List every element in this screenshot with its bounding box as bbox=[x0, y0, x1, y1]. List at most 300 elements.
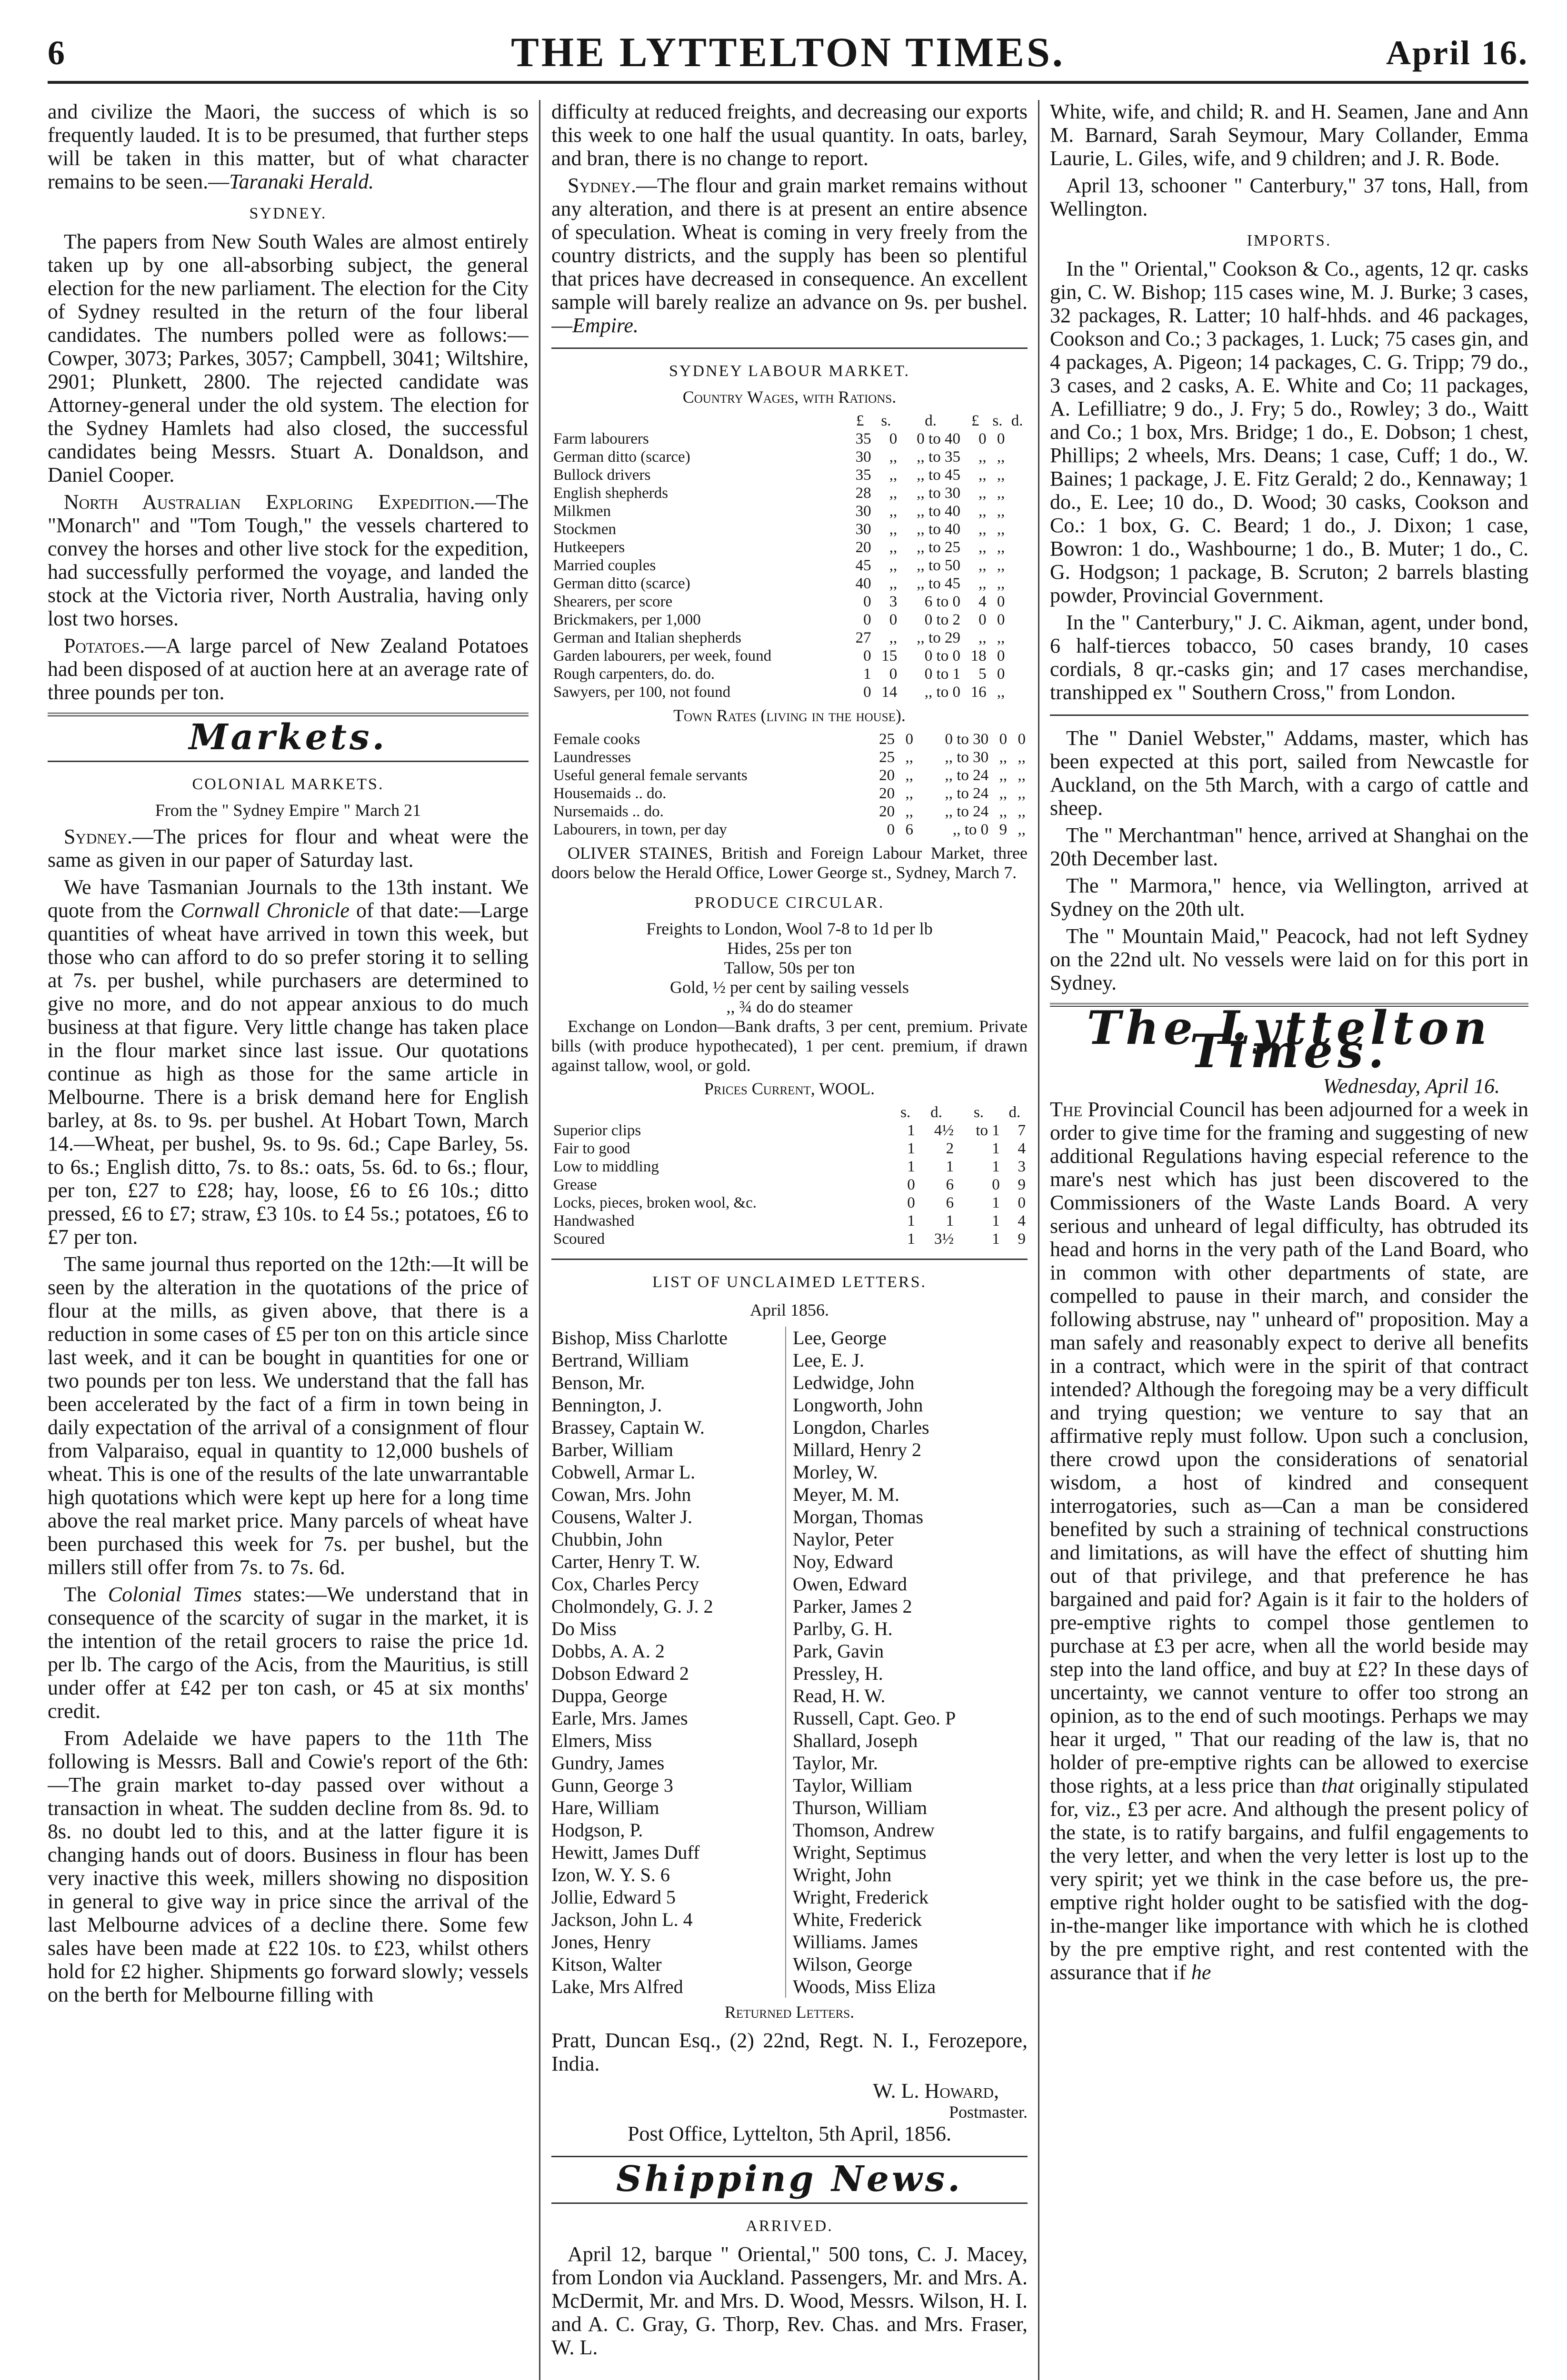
table-cell: 1 bbox=[907, 1212, 915, 1230]
table-cell: ,, bbox=[978, 629, 987, 646]
table-cell: 0 to 40 bbox=[917, 430, 960, 447]
advertisement: OLIVER STAINES, British and Foreign Labour Market, three doors below the Herald Office, Lower George st., Sydney, March 7. bbox=[551, 843, 1028, 882]
letter-name: Lee, George bbox=[793, 1327, 887, 1349]
row-label: Sawyers, per 100, not found bbox=[553, 684, 731, 701]
column-header: s. bbox=[900, 1104, 911, 1121]
section-title-shipping: Shipping News. bbox=[616, 2159, 963, 2200]
letter-name: Jackson, John L. 4 bbox=[551, 1908, 786, 1931]
column-3 bbox=[1050, 100, 1528, 2380]
column-header: s. bbox=[973, 1104, 984, 1121]
produce-line: Gold, ½ per cent by sailing vessels bbox=[670, 978, 909, 997]
article-paragraph: From Adelaide we have papers to the 11th The following is Messrs. Ball and Cowie's report of the 6th:—The grain market to-day passed over without a transaction in wheat. The sudden decline from 8s. 9d. to 8s. no doubt led to this, and at the latter figure it is changing hands out of doors. Business in flour has been very inactive this week, millers showing no disposition in general to give way in price since the arrival of the last Melbourne advices of a decline there. Some few sales have been made at £22 10s. to £23, whilst others hold for £2 higher. Shipments go forward slowly; vessels on the berth for Melbourne filling with bbox=[48, 1726, 529, 2006]
table-header-row bbox=[551, 1103, 1028, 1121]
table-cell: 20 bbox=[855, 539, 871, 556]
table-header-row bbox=[551, 412, 1028, 430]
table-row bbox=[551, 766, 1028, 784]
article-paragraph: The Colonial Times states:—We understand that in consequence of the scarcity of sugar in the market, it is the intention of the retail grocers to raise the price 1d. per lb. The cargo of the Acis, from the Mauritius, is still under offer at £42 per ton cash, or 45 at six months' credit. bbox=[48, 1583, 529, 1723]
table-cell: ,, bbox=[997, 629, 1005, 646]
issue-date: April 16. bbox=[1386, 34, 1528, 72]
table-cell: 14 bbox=[881, 684, 898, 701]
letter-name: Taylor, William bbox=[793, 1775, 912, 1796]
produce-line: ,, ¾ do do steamer bbox=[726, 997, 853, 1016]
table-cell: 1 bbox=[992, 1158, 1000, 1175]
table-cell: ,, to 0 bbox=[924, 684, 960, 701]
column-2 bbox=[551, 100, 1028, 2380]
row-label: German and Italian shepherds bbox=[553, 629, 741, 646]
table-cell: ,, bbox=[1018, 749, 1026, 766]
table-cell: ,, bbox=[905, 767, 913, 784]
table-row bbox=[551, 538, 1028, 556]
table-cell: 30 bbox=[855, 503, 871, 520]
table-cell: ,, to 24 bbox=[945, 803, 989, 820]
table-cell: 5 bbox=[978, 665, 987, 683]
table-cell: 1 bbox=[946, 1158, 954, 1175]
table-cell: ,, to 24 bbox=[945, 767, 989, 784]
table-cell: ,, bbox=[999, 803, 1008, 820]
table-cell: ,, to 0 bbox=[953, 821, 989, 838]
editorial-masthead: The Lyttelton Times. bbox=[1087, 1001, 1492, 1078]
table-row bbox=[551, 821, 1028, 839]
letter-name: Hare, William bbox=[551, 1796, 786, 1819]
letter-name: Brassey, Captain W. bbox=[551, 1416, 786, 1438]
letter-name: Morgan, Thomas bbox=[793, 1506, 924, 1527]
letter-name: Taylor, Mr. bbox=[793, 1752, 878, 1774]
row-label: Laundresses bbox=[553, 749, 631, 766]
divider bbox=[551, 2202, 1028, 2204]
table-cell: ,, bbox=[1018, 821, 1026, 838]
table-cell: ,, bbox=[997, 448, 1005, 466]
table-cell: ,, to 30 bbox=[917, 485, 960, 502]
letter-name: Parlby, G. H. bbox=[793, 1618, 893, 1639]
divider bbox=[48, 761, 529, 762]
table-row bbox=[551, 665, 1028, 683]
letter-name: Hewitt, James Duff bbox=[551, 1841, 786, 1864]
table-cell: ,, bbox=[999, 749, 1008, 766]
divider bbox=[1050, 714, 1528, 716]
table-cell: ,, bbox=[997, 485, 1005, 502]
article-paragraph: The same journal thus reported on the 12th:—It will be seen by the alteration in the quotations of the price of flour at the mills, as given above, that there is a reduction in some cases of £5 per ton on this article since last week, and it can be bought in quantities for one or two pounds per ton less. We understand that the fall has been accelerated by the fact of a firm in town being in daily expectation of the arrival of a consignment of flour from Valparaiso, equal in quantity to 12,000 bushels of wheat. This is one of the results of the late unwarrantable high quotations which were kept up here for a long time above the real market price. Many parcels of wheat have been purchased this week for 7s. per bushel, but the millers still offer from 7s. to 7s. 6d. bbox=[48, 1252, 529, 1579]
article-paragraph: The " Merchantman" hence, arrived at Shanghai on the 20th December last. bbox=[1050, 823, 1528, 870]
table-row bbox=[551, 1212, 1028, 1230]
section-subheading: From the " Sydney Empire " March 21 bbox=[155, 801, 421, 820]
table-row bbox=[551, 629, 1028, 647]
table-cell: ,, bbox=[997, 521, 1005, 538]
table-row bbox=[551, 466, 1028, 484]
table-cell: ,, to 50 bbox=[917, 557, 960, 574]
column-header: £ bbox=[971, 412, 979, 429]
table-cell: 0 bbox=[863, 684, 871, 701]
article-paragraph: April 12, barque " Oriental," 500 tons, C. J. Macey, from London via Auckland. Passengers, Mr. and Mrs. A. McDermit, Mr. and Mrs. D. Wood, Messrs. Wilson, H. I. and A. C. Gray, G. Thorp, Rev. Chas. and Mrs. Fraser, W. L. bbox=[551, 2242, 1028, 2359]
article-paragraph: and civilize the Maori, the success of which is so frequently lauded. It is to be presumed, that further steps will be taken in this matter, but of what character remains to be seen.—Taranaki Herald. bbox=[48, 100, 529, 193]
table-cell: 0 bbox=[889, 611, 898, 628]
letter-name: Do Miss bbox=[551, 1617, 786, 1640]
row-label: Farm labourers bbox=[553, 430, 649, 447]
row-label: Stockmen bbox=[553, 521, 616, 538]
letter-name: Kitson, Walter bbox=[551, 1953, 786, 1975]
table-cell: 25 bbox=[879, 731, 895, 748]
letter-name: Cousens, Walter J. bbox=[551, 1506, 786, 1528]
article-paragraph: In the " Canterbury," J. C. Aikman, agent, under bond, 6 half-tierces tobacco, 50 cases brandy, 10 cases cordials, 8 qr.-casks gin; and 17 cases merchandise, transhipped ex " Southern Cross," from London. bbox=[1050, 611, 1528, 704]
row-label: Milkmen bbox=[553, 503, 611, 520]
letter-name: Dobbs, A. A. 2 bbox=[551, 1640, 786, 1662]
column-header: d. bbox=[930, 1104, 942, 1121]
table-cell: 0 bbox=[863, 611, 871, 628]
page-number: 6 bbox=[48, 34, 65, 72]
section-subheading: Prices Current, WOOL. bbox=[704, 1079, 875, 1098]
column-header: d. bbox=[925, 412, 937, 429]
table-cell: 0 bbox=[997, 611, 1005, 628]
table-cell: 0 to 0 bbox=[924, 647, 960, 664]
divider bbox=[48, 713, 529, 716]
table-cell: 6 bbox=[946, 1194, 954, 1211]
letter-name: Bishop, Miss Charlotte bbox=[551, 1327, 786, 1349]
letter-name: Cholmondely, G. J. 2 bbox=[551, 1595, 786, 1617]
letter-name: Pressley, H. bbox=[793, 1663, 883, 1684]
table-cell: 30 bbox=[855, 521, 871, 538]
letter-name: Bertrand, William bbox=[551, 1349, 786, 1371]
table-cell: ,, to 29 bbox=[917, 629, 960, 646]
divider bbox=[551, 2156, 1028, 2157]
section-heading: COLONIAL MARKETS. bbox=[192, 775, 384, 793]
town-rates-table bbox=[551, 730, 1028, 839]
letter-name: Millard, Henry 2 bbox=[793, 1439, 921, 1460]
article-paragraph: The " Marmora," hence, via Wellington, arrived at Sydney on the 20th ult. bbox=[1050, 874, 1528, 921]
table-cell: 0 bbox=[889, 430, 898, 447]
row-label: Garden labourers, per week, found bbox=[553, 647, 772, 664]
unclaimed-letters-list bbox=[551, 1327, 1028, 1998]
table-cell: ,, bbox=[997, 539, 1005, 556]
letter-name: Wright, John bbox=[793, 1864, 892, 1885]
table-cell: 4 bbox=[978, 593, 987, 610]
table-cell: 20 bbox=[879, 767, 895, 784]
column-rule bbox=[539, 100, 540, 2380]
article-paragraph: The " Daniel Webster," Addams, master, which has been expected at this port, sailed from Newcastle for Auckland, on the 5th March, with a cargo of cattle and sheep. bbox=[1050, 726, 1528, 820]
letter-name: Benson, Mr. bbox=[551, 1371, 786, 1394]
table-cell: 20 bbox=[879, 785, 895, 802]
letter-name: Noy, Edward bbox=[793, 1551, 893, 1572]
letter-name: Thurson, William bbox=[793, 1797, 928, 1818]
table-cell: 30 bbox=[855, 448, 871, 466]
letter-name: Cowan, Mrs. John bbox=[551, 1483, 786, 1506]
table-cell: ,, bbox=[889, 466, 898, 484]
table-cell: 1 bbox=[863, 665, 871, 683]
letter-name: Longworth, John bbox=[793, 1394, 923, 1416]
table-row bbox=[551, 484, 1028, 502]
article-paragraph: In the " Oriental," Cookson & Co., agents, 12 qr. casks gin, C. W. Bishop; 115 cases wine, M. J. Burke; 3 cases, 32 packages, R. Latter; 10 half-hhds. and 46 packages, Cookson and Co.; 3 packages, 1. Luck; 75 cases gin, and 4 packages, A. Pigeon; 14 packages, C. G. Tripp; 79 do., 3 cases, and 2 casks, A. E. White and Co; 11 packages, A. Lefilliatre; 9 do., J. Fry; 5 do., Rowley; 3 do., Waitt and Co.; 1 box, Mrs. Bridge; 1 do., E. Dobson; 1 chest, Phillips; 2 wheels, Mrs. Deans; 1 case, Cuff; 1 do., W. Baines; 1 package, J. E. Fitz Gerald; 2 do., Kennaway; 1 do., E. Lee; 10 do., D. Wood; 30 casks, Cookson and Co.: 1 box, G. C. Beard; 1 do., J. Dixon; 1 case, Bowron: 1 do., Washbourne; 1 do., B. Muter; 1 do., C. G. Hodgson; 1 package, B. Scruton; 2 barrels blasting powder, Provincial Government. bbox=[1050, 257, 1528, 607]
table-cell: ,, to 45 bbox=[917, 466, 960, 484]
table-row bbox=[551, 784, 1028, 803]
produce-line: Freights to London, Wool 7-8 to 1d per lb bbox=[646, 919, 933, 938]
row-label: Labourers, in town, per day bbox=[553, 821, 727, 838]
editorial-date: Wednesday, April 16. bbox=[1323, 1074, 1500, 1098]
table-cell: 18 bbox=[970, 647, 987, 664]
table-cell: 0 bbox=[997, 665, 1005, 683]
table-cell: ,, bbox=[889, 629, 898, 646]
table-cell: 9 bbox=[1018, 1230, 1026, 1248]
letter-name: Izon, W. Y. S. 6 bbox=[551, 1864, 786, 1886]
article-paragraph: Sydney.—The flour and grain market remains without any alteration, and there is at present an entire absence of speculation. Wheat is coming in very freely from the country districts, and the supply has been so plentiful that prices have decreased in consequence. An excellent sample will barely realize an advance on 9s. per bushel.—Empire. bbox=[551, 174, 1028, 337]
table-cell: 1 bbox=[992, 1194, 1000, 1211]
table-cell: 0 bbox=[1018, 1194, 1026, 1211]
section-heading: IMPORTS. bbox=[1247, 232, 1332, 249]
table-cell: 0 bbox=[907, 1194, 915, 1211]
letter-name: Chubbin, John bbox=[551, 1528, 786, 1550]
letter-name: Wright, Frederick bbox=[793, 1886, 928, 1908]
row-label: Handwashed bbox=[553, 1212, 635, 1230]
letter-name: Hodgson, P. bbox=[551, 1819, 786, 1841]
letter-name: Carter, Henry T. W. bbox=[551, 1550, 786, 1573]
table-cell: 6 bbox=[946, 1176, 954, 1193]
table-cell: 0 bbox=[889, 665, 898, 683]
article-paragraph: April 13, schooner " Canterbury," 37 tons, Hall, from Wellington. bbox=[1050, 174, 1528, 220]
table-cell: ,, bbox=[999, 785, 1008, 802]
table-cell: ,, bbox=[889, 503, 898, 520]
letter-name: Gunn, George 3 bbox=[551, 1774, 786, 1796]
row-label: Housemaids .. do. bbox=[553, 785, 667, 802]
row-label: Shearers, per score bbox=[553, 593, 673, 610]
table-cell: ,, bbox=[1018, 803, 1026, 820]
letter-name: Woods, Miss Eliza bbox=[793, 1976, 936, 1997]
newspaper-title: THE LYTTELTON TIMES. bbox=[511, 30, 1065, 76]
table-cell: ,, bbox=[997, 575, 1005, 592]
table-row bbox=[551, 1158, 1028, 1176]
post-office-dateline: Post Office, Lyttelton, 5th April, 1856. bbox=[628, 2122, 951, 2145]
column-header: s. bbox=[992, 412, 1003, 429]
table-cell: ,, bbox=[978, 557, 987, 574]
letter-name: Barber, William bbox=[551, 1438, 786, 1461]
section-heading: SYDNEY. bbox=[249, 205, 327, 222]
table-cell: ,, bbox=[905, 803, 913, 820]
row-label: Useful general female servants bbox=[553, 767, 748, 784]
table-row bbox=[551, 611, 1028, 629]
produce-line: Hides, 25s per ton bbox=[727, 939, 852, 958]
row-label: Nursemaids .. do. bbox=[553, 803, 664, 820]
letter-name: Lake, Mrs Alfred bbox=[551, 1975, 786, 1998]
table-cell: ,, to 25 bbox=[917, 539, 960, 556]
article-paragraph: Sydney.—The prices for flour and wheat were the same as given in our paper of Saturday last. bbox=[48, 825, 529, 872]
produce-line: Tallow, 50s per ton bbox=[724, 958, 855, 977]
article-paragraph: The papers from New South Wales are almost entirely taken up by one all-absorbing subject, the general election for the new parliament. The election for the City of Sydney resulted in the return of the four liberal candidates. The numbers polled were as follows:—Cowper, 3073; Parkes, 3057; Campbell, 3041; Wiltshire, 2901; Plunkett, 2800. The rejected candidate was Attorney-general under the old system. The election for the Sydney Hamlets had also closed, the successful candidates being Messrs. Stuart A. Donaldson, and Daniel Cooper. bbox=[48, 230, 529, 486]
table-cell: 4½ bbox=[934, 1122, 954, 1139]
table-cell: ,, bbox=[999, 767, 1008, 784]
table-cell: ,, to 24 bbox=[945, 785, 989, 802]
table-cell: ,, bbox=[978, 503, 987, 520]
table-cell: 1 bbox=[992, 1212, 1000, 1230]
letter-name: Dobson Edward 2 bbox=[551, 1662, 786, 1685]
row-label: German ditto (scarce) bbox=[553, 448, 690, 466]
table-cell: 6 to 0 bbox=[924, 593, 960, 610]
table-cell: 0 bbox=[863, 593, 871, 610]
column-header: s. bbox=[881, 412, 891, 429]
table-cell: 3 bbox=[1018, 1158, 1026, 1175]
letter-name: Cox, Charles Percy bbox=[551, 1573, 786, 1595]
table-cell: 0 bbox=[1018, 731, 1026, 748]
table-row bbox=[551, 575, 1028, 593]
letter-name: Meyer, M. M. bbox=[793, 1484, 899, 1505]
letter-name: Jones, Henry bbox=[551, 1931, 786, 1953]
row-label: Bullock drivers bbox=[553, 466, 651, 484]
row-label: Locks, pieces, broken wool, &c. bbox=[553, 1194, 757, 1211]
table-row bbox=[551, 1140, 1028, 1158]
letter-name: Parker, James 2 bbox=[793, 1596, 912, 1617]
table-cell: 20 bbox=[879, 803, 895, 820]
table-cell: 2 bbox=[946, 1140, 954, 1157]
section-subheading: April 1856. bbox=[750, 1300, 829, 1319]
letter-name: Owen, Edward bbox=[793, 1573, 907, 1595]
table-cell: 1 bbox=[907, 1230, 915, 1248]
table-cell: ,, bbox=[1018, 767, 1026, 784]
letter-name: Longdon, Charles bbox=[793, 1417, 929, 1438]
table-cell: ,, bbox=[997, 684, 1005, 701]
row-label: Hutkeepers bbox=[553, 539, 625, 556]
section-subheading: Returned Letters. bbox=[724, 2003, 855, 2022]
article-paragraph: The " Mountain Maid," Peacock, had not left Sydney on the 22nd ult. No vessels were laid on for this port in Sydney. bbox=[1050, 924, 1528, 994]
row-label: Rough carpenters, do. do. bbox=[553, 665, 715, 683]
wool-table bbox=[551, 1103, 1028, 1248]
table-row bbox=[551, 520, 1028, 538]
table-row bbox=[551, 730, 1028, 748]
row-label: Female cooks bbox=[553, 731, 640, 748]
table-cell: ,, bbox=[905, 785, 913, 802]
table-cell: ,, bbox=[978, 448, 987, 466]
table-cell: 28 bbox=[855, 485, 871, 502]
section-title-markets: Markets. bbox=[189, 717, 388, 758]
table-row bbox=[551, 556, 1028, 575]
table-cell: 0 bbox=[907, 1176, 915, 1193]
row-label: Grease bbox=[553, 1176, 597, 1193]
table-cell: ,, bbox=[978, 521, 987, 538]
letter-name: Ledwidge, John bbox=[793, 1372, 915, 1393]
returned-letter: Pratt, Duncan Esq., (2) 22nd, Regt. N. I., Ferozepore, India. bbox=[551, 2029, 1028, 2075]
table-cell: ,, bbox=[889, 485, 898, 502]
table-cell: 1 bbox=[907, 1122, 915, 1139]
column-rule bbox=[1038, 100, 1039, 2380]
article-paragraph: Potatoes.—A large parcel of New Zealand Potatoes had been disposed of at auction here at an average rate of three pounds per ton. bbox=[48, 634, 529, 704]
table-cell: ,, bbox=[889, 575, 898, 592]
table-cell: 35 bbox=[855, 466, 871, 484]
letter-name: Bennington, J. bbox=[551, 1394, 786, 1416]
column-header: d. bbox=[1011, 412, 1023, 429]
postmaster-name: W. L. Howard, bbox=[873, 2079, 999, 2102]
table-row bbox=[551, 593, 1028, 611]
divider bbox=[551, 1259, 1028, 1260]
letter-name: Russell, Capt. Geo. P bbox=[793, 1707, 956, 1729]
section-heading: PRODUCE CIRCULAR. bbox=[694, 894, 885, 912]
letter-name: Wilson, George bbox=[793, 1954, 912, 1975]
table-row bbox=[551, 502, 1028, 520]
column-header: d. bbox=[1008, 1104, 1021, 1121]
row-label: English shepherds bbox=[553, 485, 669, 502]
table-row bbox=[551, 1121, 1028, 1140]
letter-name: Elmers, Miss bbox=[551, 1729, 786, 1752]
row-label: Married couples bbox=[553, 557, 656, 574]
table-cell: 6 bbox=[905, 821, 913, 838]
table-cell: 0 bbox=[978, 430, 987, 447]
table-cell: ,, bbox=[997, 466, 1005, 484]
row-label: Fair to good bbox=[553, 1140, 630, 1157]
table-row bbox=[551, 1176, 1028, 1194]
postmaster-title: Postmaster. bbox=[948, 2102, 1028, 2122]
editorial-paragraph: The Provincial Council has been adjourned for a week in order to give time for the framing and suggesting of new additional Regulations having especial reference to the mare's nest which has just been discovered to the Commissioners of the Waste Lands Board. A very serious and unheard of legal difficulty, has obtruded its head and horns in the very path of the Land Board, who in common with other departments of state, are compelled to pause in their march, and consider the following abstruse, nay " unheard of" proposition. May a man safely and reasonably expect to derive all benefits in a contract, which were in the spirit of that contract intended? Although the foregoing may be a very difficult and trying question; we venture to say that an affirmative reply must follow. Upon such a conclusion, there crowd upon the considerations of senatorial wisdom, a host of kindred and consequent interrogatories, such as—Can a man be considered benefited by such a straining of technical constructions and limitations, as will have the effect of shutting him out of that privilege, and that preference he has bargained and paid for? Again is it fair to the holders of pre-emptive rights to compel those gentlemen to purchase at £3 per acre, when all the world beside may step into the land office, and buy at £2? In these days of uncertainty, we cannot venture to offer too strong an opinion, as to the end of such mootings. Perhaps we may hear it urged, " That our reading of the law is, that no holder of pre-emptive rights can be allowed to exercise those rights, at a less price than that originally stipulated for, viz., £3 per acre. And although the present policy of the state, is to ratify bargains, and fulfil engagements to the very letter, and when the very letter is lost up to the very spirit; yet we think in the case before us, the pre-emptive right holder ought to be satisfied with the dog-in-the-manger like importance with which he is clothed by the pre emptive right, and rest contented with the assurance that if he bbox=[1050, 1098, 1528, 1984]
table-cell: ,, bbox=[997, 503, 1005, 520]
table-row bbox=[551, 430, 1028, 448]
table-cell: 1 bbox=[907, 1158, 915, 1175]
letter-name: Morley, W. bbox=[793, 1461, 878, 1483]
masthead bbox=[48, 29, 1528, 84]
section-subheading: Town Rates (living in the house). bbox=[673, 706, 906, 725]
table-cell: 7 bbox=[1018, 1122, 1026, 1139]
letter-name: Wright, Septimus bbox=[793, 1842, 927, 1863]
table-cell: 9 bbox=[1018, 1176, 1026, 1193]
table-cell: ,, bbox=[889, 557, 898, 574]
wool-rows bbox=[551, 1121, 1028, 1248]
column-header: £ bbox=[856, 412, 864, 429]
table-cell: 4 bbox=[1018, 1212, 1026, 1230]
table-cell: 3 bbox=[889, 593, 898, 610]
letter-name: Duppa, George bbox=[551, 1685, 786, 1707]
table-cell: 9 bbox=[999, 821, 1008, 838]
produce-note: Exchange on London—Bank drafts, 3 per cent, premium. Private bills (with produce hypothecated), 1 per cent. premium, if drawn against tallow, wool, or gold. bbox=[551, 1017, 1028, 1075]
letter-name: Cobwell, Armar L. bbox=[551, 1461, 786, 1483]
table-row bbox=[551, 748, 1028, 766]
table-cell: 4 bbox=[1018, 1140, 1026, 1157]
letter-name: Earle, Mrs. James bbox=[551, 1707, 786, 1729]
table-cell: 0 bbox=[863, 647, 871, 664]
wages-table bbox=[551, 412, 1028, 701]
table-cell: ,, bbox=[889, 539, 898, 556]
section-heading: ARRIVED. bbox=[746, 2217, 833, 2235]
row-label: Scoured bbox=[553, 1230, 605, 1248]
table-cell: 40 bbox=[855, 575, 871, 592]
article-paragraph: We have Tasmanian Journals to the 13th instant. We quote from the Cornwall Chronicle of that date:—Large quantities of wheat have arrived in town this week, but those who can afford to do so prefer storing it to selling at 7s. per bushel, while purchasers are determined to give no more, and do not appear anxious to do much business at that figure. Very little change has taken place in the flour market since last issue. Our quotations continue as high as those for the same article in Melbourne. There is a brisk demand here for English barley, at 8s. to 9s. per bushel. At Hobart Town, March 14.—Wheat, per bushel, 9s. to 9s. 6d.; Cape Barley, 5s. to 6s.; English ditto, 7s. to 8s.: oats, 5s. 6d. to 6s.; flour, per ton, £27 to £28; hay, loose, £6 to £6 10s.; ditto pressed, £6 to £7; straw, £3 10s. to £4 5s.; potatoes, £6 to £7 per ton. bbox=[48, 875, 529, 1249]
table-cell: ,, to 40 bbox=[917, 503, 960, 520]
letter-name: Gundry, James bbox=[551, 1752, 786, 1774]
table-cell: 1 bbox=[907, 1140, 915, 1157]
letter-name: Lee, E. J. bbox=[793, 1349, 864, 1371]
table-cell: 0 bbox=[997, 430, 1005, 447]
row-label: Low to middling bbox=[553, 1158, 659, 1175]
table-cell: ,, bbox=[905, 749, 913, 766]
table-cell: ,, bbox=[978, 466, 987, 484]
article-paragraph: difficulty at reduced freights, and decreasing our exports this week to one half the usual quantity. In oats, barley, and bran, there is no change to report. bbox=[551, 100, 1028, 170]
table-cell: 1 bbox=[992, 1230, 1000, 1248]
table-cell: 45 bbox=[855, 557, 871, 574]
table-row bbox=[551, 647, 1028, 665]
article-paragraph: White, wife, and child; R. and H. Seamen, Jane and Ann M. Barnard, Sarah Seymour, Mary Collander, Emma Laurie, L. Giles, wife, and 9 children; and J. R. Bode. bbox=[1050, 100, 1528, 170]
table-cell: ,, bbox=[978, 575, 987, 592]
letter-name: Jollie, Edward 5 bbox=[551, 1886, 786, 1908]
table-cell: ,, bbox=[997, 557, 1005, 574]
table-cell: ,, to 30 bbox=[945, 749, 989, 766]
row-label: Brickmakers, per 1,000 bbox=[553, 611, 701, 628]
table-cell: ,, bbox=[978, 539, 987, 556]
table-cell: ,, to 35 bbox=[917, 448, 960, 466]
table-cell: 1 bbox=[946, 1212, 954, 1230]
letter-name: Thomson, Andrew bbox=[793, 1819, 935, 1841]
letter-name: Park, Gavin bbox=[793, 1640, 884, 1662]
table-row bbox=[551, 1194, 1028, 1212]
table-cell: 16 bbox=[970, 684, 987, 701]
letter-name: Williams. James bbox=[793, 1931, 918, 1953]
article-paragraph: North Australian Exploring Expedition.—The "Monarch" and "Tom Tough," the vessels chartered to convey the horses and other live stock for the expedition, had successfully performed the voyage, and landed the stock at the Victoria river, North Australia, having only lost two horses. bbox=[48, 490, 529, 630]
table-cell: 0 to 30 bbox=[945, 731, 989, 748]
letter-name: Naylor, Peter bbox=[793, 1528, 894, 1550]
wages-rows bbox=[551, 430, 1028, 701]
table-cell: 35 bbox=[855, 430, 871, 447]
table-cell: ,, to 40 bbox=[917, 521, 960, 538]
table-cell: 0 bbox=[887, 821, 895, 838]
table-cell: 0 bbox=[905, 731, 913, 748]
